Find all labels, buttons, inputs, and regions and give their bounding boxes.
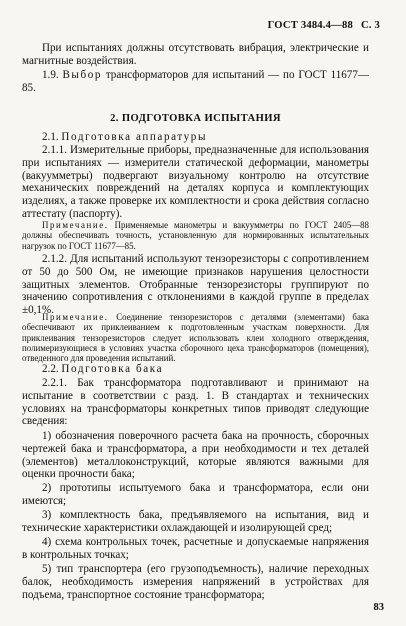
paragraph-conditions: При испытаниях должны отсутствовать вибрация, электрические и магнитные воздействия. — [22, 42, 369, 67]
paragraph-2-2-1: 2.2.1. Бак трансформатора подготавливают и принимают на испытание в соответствии с разд. 1. В стандартах и технических условиях на трансформаторы конкретных типов приводят следующие сведения: — [22, 377, 369, 428]
list-item-3: 3) комплектность бака, предъявляемого на испытания, вид и технические характеристики охлаждающей и изолирующей сред; — [22, 509, 369, 534]
paragraph-1-9 — [22, 69, 369, 95]
list-item-2: 2) прототипы испытуемого бака и трансформатора, если они имеются; — [22, 482, 369, 507]
section-heading: 2. ПОДГОТОВКА ИСПЫТАНИЯ — [110, 113, 281, 124]
note-2 — [22, 312, 369, 363]
note-text: Соединение тензорезисторов с деталями (элементами) бака обеспечивают их приклеиванием к подготовленным участкам поверхности. Для приклеивания тензорезисторов следует использовать клеи холодного отверждения, полимеризующиеся в условиях участка сборочного цеха трансформаторов (помещения), отведенного для проведения испытаний. — [22, 312, 369, 364]
list-item-1: 1) обозначения поверочного расчета бака на прочность, сборочных чертежей бака и трансформатора, а при необходимости и тех деталей (элементов) металлоконструкций, которые являются важными для оценки прочности бака; — [22, 430, 369, 481]
list-item-4: 4) схема контрольных точек, расчетные и допускаемые напряжения в контрольных точках; — [22, 536, 369, 561]
paragraph-2-1-1: 2.1.1. Измерительные приборы, предназначенные для использования при испытаниях — измерители статической деформации, манометры (вакуумметры) подвергают визуальному контролю на отсутствие механических повреждений на деталях корпуса и комплектующих изделиях, а также проверке их комплектности и срока действия согласно аттестату (паспорту). — [22, 144, 369, 220]
subsection-2-2 — [22, 363, 369, 376]
subsection-2-1 — [22, 131, 369, 144]
clause-number: 1.9. — [42, 69, 63, 81]
page-header — [260, 20, 380, 31]
paragraph-2-1-2: 2.1.2. Для испытаний используют тензорезисторы с сопротивлением от 50 до 500 Ом, не имеющие признаков нарушения целостности защитных элементов. Отобранные тензорезисторы группируют по значению сопротивления с отклонениями в каждой группе в пределах ±0,1%. — [22, 253, 369, 317]
note-label: Примечание. — [42, 312, 109, 322]
clause-heading: Выбор — [62, 69, 103, 81]
page-label: С. 3 — [360, 20, 380, 31]
note-1 — [22, 220, 369, 251]
clause-number: 2.2. — [42, 363, 62, 375]
page-number: 83 — [373, 602, 384, 613]
standard-number: ГОСТ 3484.4—88 — [267, 20, 353, 31]
list-item-5: 5) тип транспортера (его грузоподъемность), наличие переходных балок, необходимость измерения напряжений в устройствах для подъема, транспортное состояние трансформатора; — [22, 563, 369, 601]
clause-heading: Подготовка аппаратуры — [61, 131, 207, 143]
note-text: Применяемые манометры и вакуумметры по ГОСТ 2405—88 должны обеспечивать точность, установленную для нормированных испытательных нагрузок по ГОСТ 11677—85. — [22, 220, 369, 251]
clause-text: трансформаторов для испытаний — по ГОСТ 11677—85. — [22, 69, 369, 94]
note-label: Примечание. — [42, 220, 109, 230]
clause-heading: Подготовка бака — [61, 363, 164, 375]
clause-number: 2.1. — [42, 131, 62, 143]
